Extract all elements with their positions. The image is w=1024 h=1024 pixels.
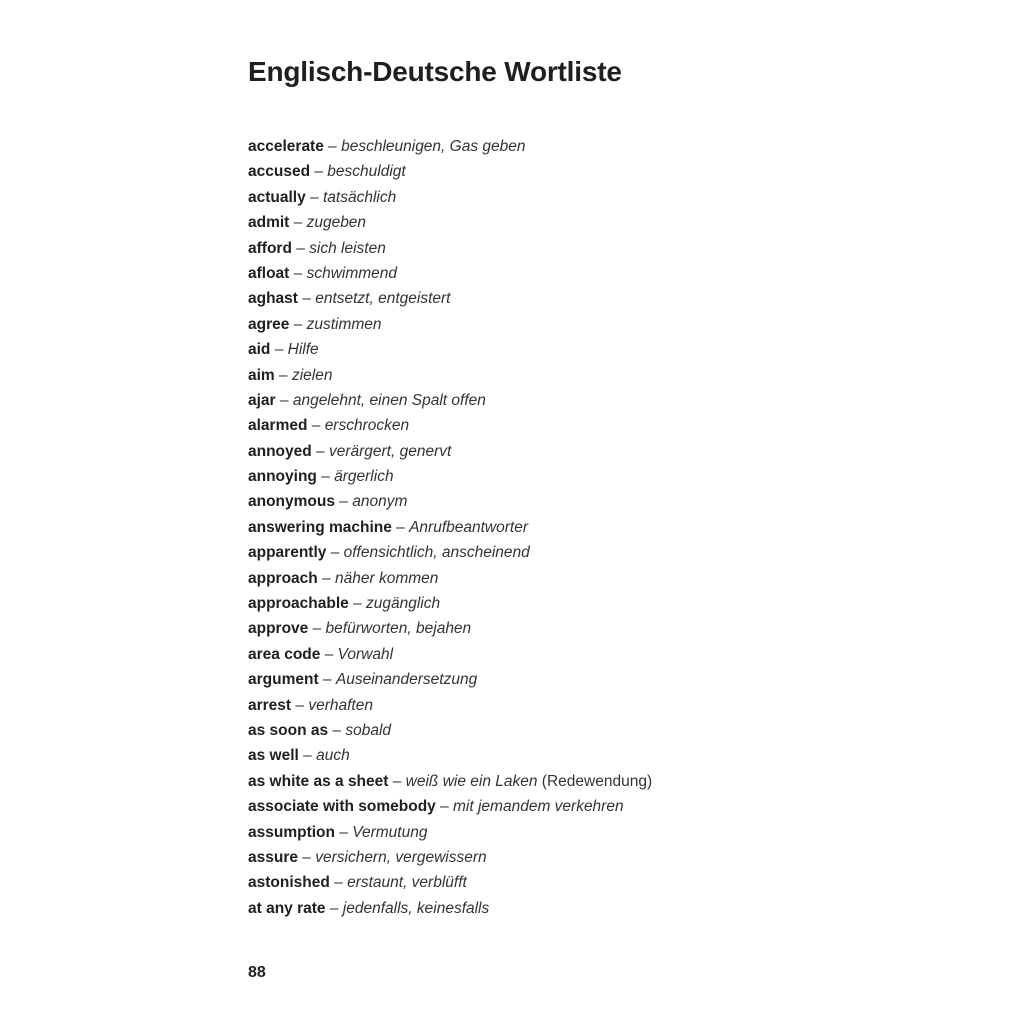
english-term: assure [248, 848, 298, 866]
english-term: accused [248, 163, 311, 181]
german-translation: verärgert, genervt [328, 442, 452, 460]
word-entry [248, 693, 652, 718]
german-translation: weiß wie ein Laken [405, 772, 538, 790]
german-translation: jedenfalls, keinesfalls [342, 899, 490, 917]
german-translation: offensichtlich, anscheinend [343, 544, 530, 562]
german-translation: verhaften [308, 696, 373, 714]
german-translation: entsetzt, entgeistert [315, 290, 451, 308]
german-translation: anonym [352, 493, 408, 511]
german-translation: zustimmen [306, 315, 382, 333]
separator-dash: – [297, 848, 316, 866]
separator-dash: – [270, 341, 288, 359]
word-entry [248, 312, 652, 337]
english-term: approachable [248, 595, 349, 613]
word-entry [248, 185, 652, 210]
english-term: approach [248, 569, 318, 587]
english-term: aid [248, 341, 271, 359]
separator-dash: – [348, 595, 367, 613]
separator-dash: – [289, 214, 307, 232]
english-term: argument [248, 671, 319, 689]
page-title: Englisch-Deutsche Wortliste [248, 56, 622, 87]
word-entry [248, 794, 652, 819]
separator-dash: – [325, 899, 343, 917]
separator-dash: – [334, 493, 353, 511]
english-term: aim [248, 366, 275, 384]
english-term: as white as a sheet [248, 772, 389, 790]
separator-dash: – [317, 569, 335, 587]
word-entry [248, 337, 652, 362]
word-entry [248, 820, 652, 845]
word-entry [248, 210, 652, 235]
word-entry [248, 845, 652, 870]
word-entry [248, 464, 652, 489]
word-entry [248, 388, 652, 413]
separator-dash: – [289, 315, 307, 333]
usage-note: (Redewendung) [537, 772, 653, 790]
separator-dash: – [328, 721, 346, 739]
separator-dash: – [307, 417, 325, 435]
german-translation: sich leisten [309, 239, 386, 257]
word-entry [248, 540, 652, 565]
word-entry [248, 667, 652, 692]
separator-dash: – [310, 163, 328, 181]
german-translation: schwimmend [306, 264, 398, 282]
german-translation: Vorwahl [337, 645, 394, 663]
separator-dash: – [388, 772, 406, 790]
german-translation: Vermutung [352, 823, 428, 841]
german-translation: beschuldigt [327, 163, 406, 181]
word-entry [248, 489, 652, 514]
german-translation: beschleunigen, Gas geben [341, 138, 526, 155]
english-term: afloat [248, 264, 290, 282]
separator-dash: – [318, 671, 336, 689]
separator-dash: – [435, 798, 454, 816]
english-term: accelerate [248, 138, 324, 155]
separator-dash: – [275, 391, 293, 409]
english-term: anonymous [248, 493, 335, 511]
german-translation: zugeben [306, 214, 367, 232]
german-translation: zielen [291, 366, 333, 384]
english-term: answering machine [248, 518, 392, 536]
separator-dash: – [329, 874, 348, 892]
word-entry [248, 870, 652, 895]
english-term: annoying [248, 468, 317, 486]
german-translation: Hilfe [287, 341, 319, 359]
word-entry [248, 616, 652, 641]
separator-dash: – [320, 645, 338, 663]
separator-dash: – [291, 696, 309, 714]
english-term: alarmed [248, 417, 308, 435]
word-entry [248, 286, 652, 311]
english-term: at any rate [248, 899, 326, 917]
word-entry [248, 134, 652, 159]
english-term: arrest [248, 696, 292, 714]
page-number: 88 [248, 964, 266, 981]
english-term: afford [248, 239, 292, 257]
word-entry [248, 566, 652, 591]
separator-dash: – [274, 366, 292, 384]
german-translation: befürworten, bejahen [325, 620, 472, 638]
word-entry [248, 159, 652, 184]
word-entry [248, 261, 652, 286]
english-term: as well [248, 747, 299, 765]
german-translation: Auseinandersetzung [335, 671, 478, 689]
english-term: approve [248, 620, 309, 638]
word-entry [248, 515, 652, 540]
separator-dash: – [391, 518, 410, 536]
english-term: actually [248, 188, 306, 206]
word-entry [248, 363, 652, 388]
word-entry [248, 896, 652, 921]
german-translation: mit jemandem verkehren [453, 798, 624, 816]
separator-dash: – [297, 290, 316, 308]
word-entry [248, 591, 652, 616]
german-translation: erstaunt, verblüfft [347, 874, 467, 892]
german-translation: zugänglich [366, 595, 441, 613]
english-term: associate with somebody [248, 798, 436, 816]
separator-dash: – [334, 823, 353, 841]
german-translation: erschrocken [324, 417, 410, 435]
english-term: as soon as [248, 721, 329, 739]
word-list [248, 134, 652, 921]
separator-dash: – [308, 620, 326, 638]
english-term: ajar [248, 391, 276, 409]
separator-dash: – [298, 747, 317, 765]
german-translation: näher kommen [335, 569, 439, 587]
word-entry [248, 642, 652, 667]
german-translation: Anrufbeantworter [409, 518, 528, 536]
separator-dash: – [291, 239, 310, 257]
german-translation: angelehnt, einen Spalt offen [292, 391, 486, 409]
german-translation: auch [316, 747, 350, 765]
english-term: admit [248, 214, 290, 232]
separator-dash: – [311, 442, 329, 460]
german-translation: versichern, vergewissern [315, 848, 487, 866]
separator-dash: – [305, 188, 323, 206]
english-term: assumption [248, 823, 335, 841]
word-entry [248, 439, 652, 464]
word-entry [248, 769, 652, 794]
word-entry [248, 718, 652, 743]
english-term: annoyed [248, 442, 312, 460]
word-entry [248, 743, 652, 768]
word-entry [248, 236, 652, 261]
german-translation: sobald [345, 721, 392, 739]
german-translation: tatsächlich [322, 188, 397, 206]
english-term: agree [248, 315, 290, 333]
separator-dash: – [326, 544, 344, 562]
english-term: aghast [248, 290, 298, 308]
english-term: apparently [248, 544, 327, 562]
german-translation: ärgerlich [334, 468, 394, 486]
separator-dash: – [289, 264, 307, 282]
english-term: astonished [248, 874, 330, 892]
separator-dash: – [323, 138, 342, 155]
separator-dash: – [316, 468, 335, 486]
word-entry [248, 413, 652, 438]
english-term: area code [248, 645, 321, 663]
